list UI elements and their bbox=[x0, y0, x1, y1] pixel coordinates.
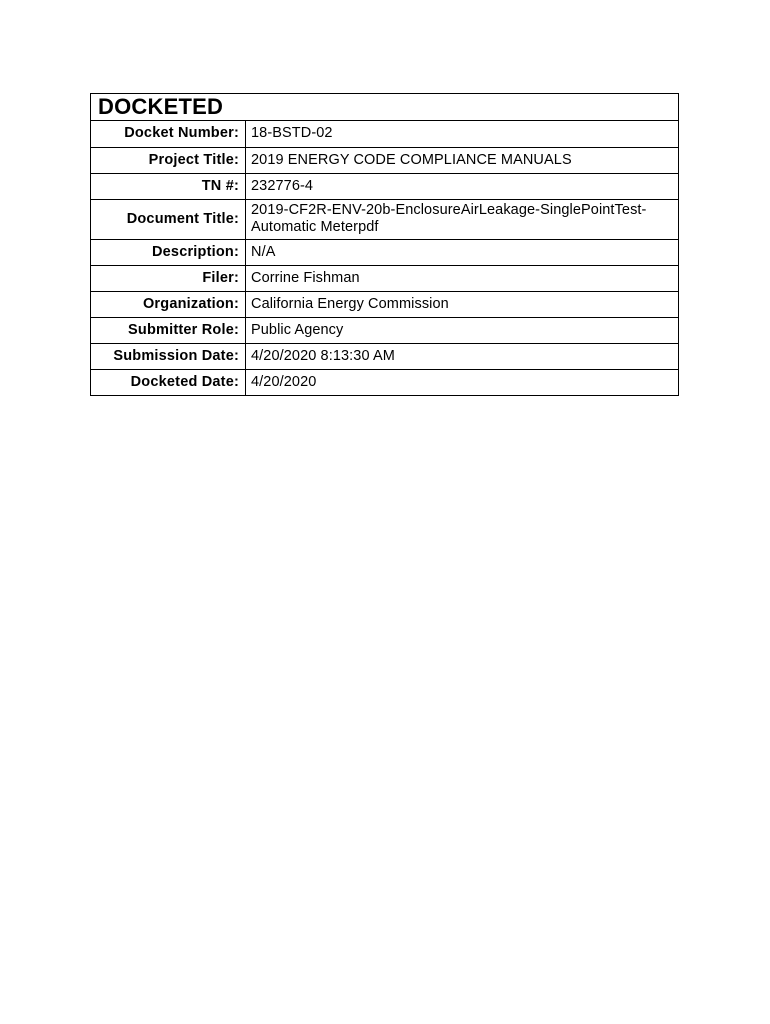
docketed-date-label: Docketed Date: bbox=[91, 369, 246, 395]
organization-value: California Energy Commission bbox=[251, 295, 449, 312]
project-title-row bbox=[91, 147, 678, 173]
docketed-heading: DOCKETED bbox=[91, 94, 678, 121]
docket-number-row bbox=[91, 121, 678, 147]
description-value: N/A bbox=[251, 243, 276, 260]
description-label: Description: bbox=[91, 239, 246, 265]
submitter-role-label: Submitter Role: bbox=[91, 317, 246, 343]
submitter-role-value: Public Agency bbox=[251, 321, 344, 338]
docketed-date-row bbox=[91, 369, 678, 395]
document-title-line-1: 2019-CF2R-ENV-20b-EnclosureAirLeakage-SinglePointTest- bbox=[251, 202, 647, 218]
submitter-role-row bbox=[91, 317, 678, 343]
docket-number-value: 18-BSTD-02 bbox=[251, 125, 333, 142]
docketed-date-value: 4/20/2020 bbox=[251, 373, 317, 390]
document-title-row bbox=[91, 199, 678, 239]
docket-number-label: Docket Number: bbox=[91, 121, 246, 147]
document-title-value bbox=[246, 199, 679, 239]
organization-label: Organization: bbox=[91, 291, 246, 317]
submission-date-label: Submission Date: bbox=[91, 343, 246, 369]
description-row bbox=[91, 239, 678, 265]
tn-number-value: 232776-4 bbox=[251, 177, 314, 194]
submission-date-value: 4/20/2020 8:13:30 AM bbox=[251, 347, 395, 364]
document-title-label: Document Title: bbox=[91, 199, 246, 239]
filer-value: Corrine Fishman bbox=[251, 269, 360, 286]
organization-row bbox=[91, 291, 678, 317]
project-title-value: 2019 ENERGY CODE COMPLIANCE MANUALS bbox=[251, 151, 572, 168]
tn-number-row bbox=[91, 173, 678, 199]
docket-details-table bbox=[91, 121, 678, 395]
filer-label: Filer: bbox=[91, 265, 246, 291]
document-title-line-2: Automatic Meterpdf bbox=[251, 219, 379, 235]
project-title-label: Project Title: bbox=[91, 147, 246, 173]
docket-summary-box bbox=[90, 93, 679, 396]
submission-date-row bbox=[91, 343, 678, 369]
tn-number-label: TN #: bbox=[91, 173, 246, 199]
filer-row bbox=[91, 265, 678, 291]
